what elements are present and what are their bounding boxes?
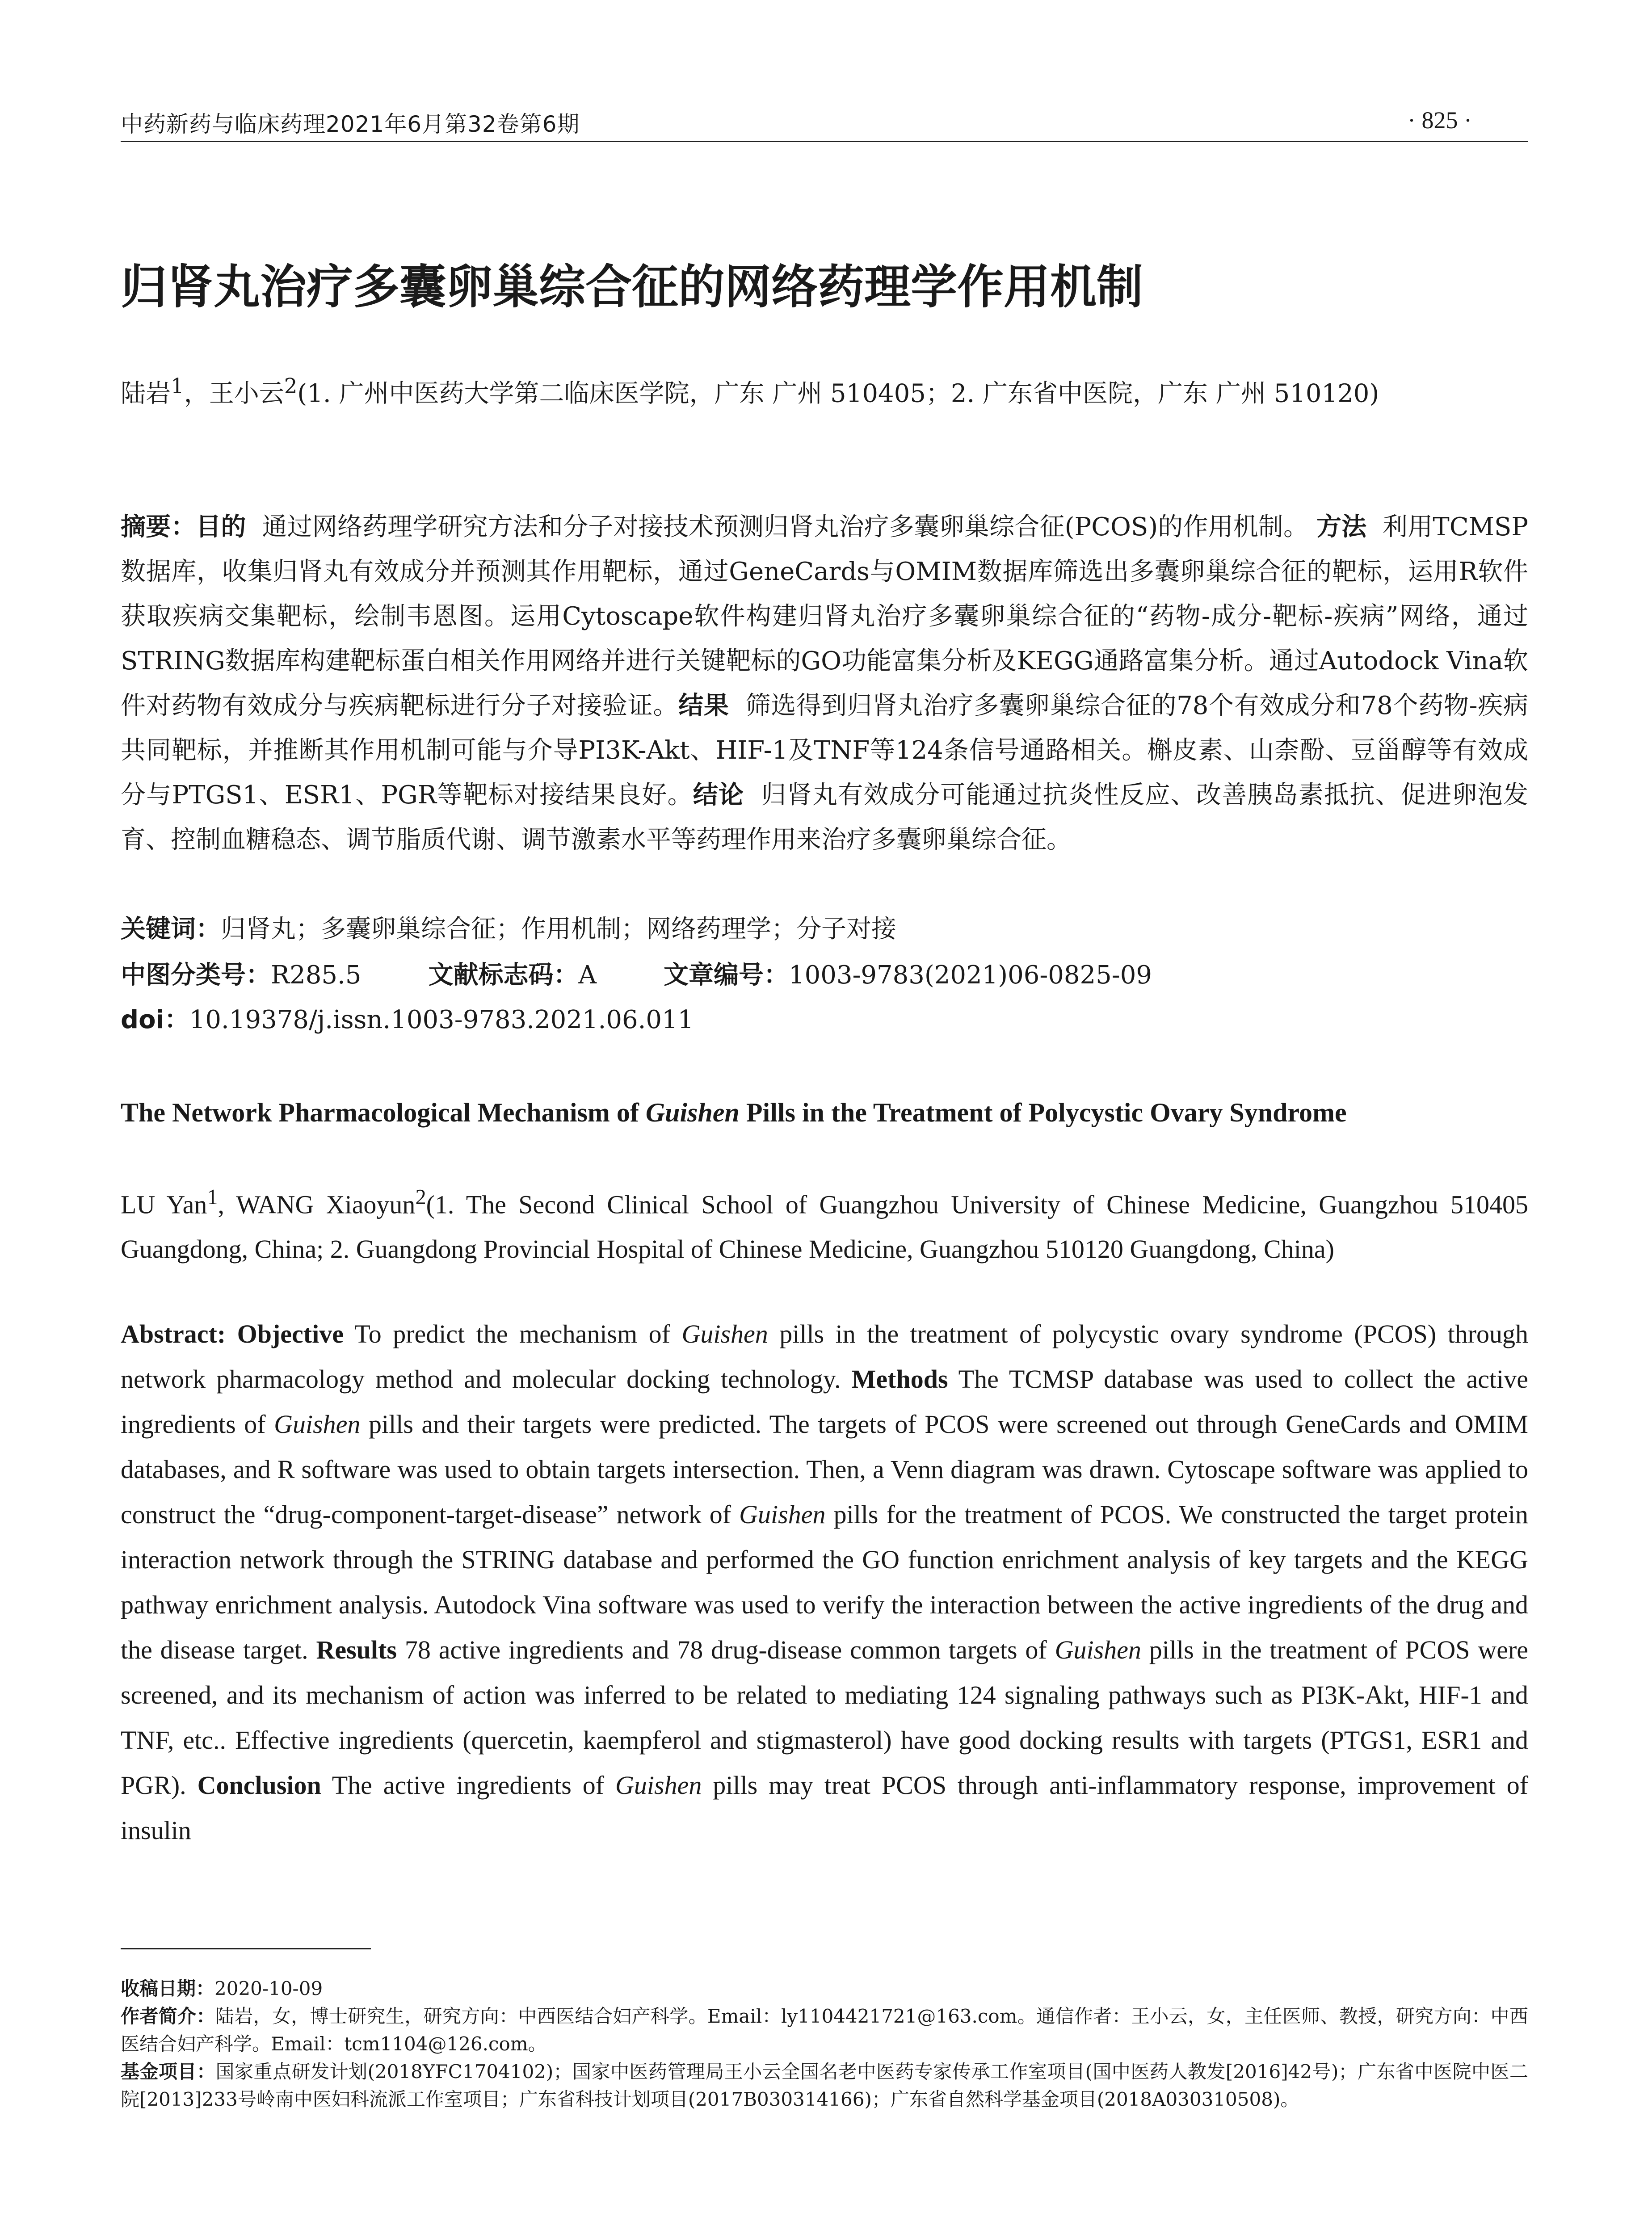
- doc-code-label: 文献标志码：: [428, 961, 579, 990]
- article-no-label: 文章编号：: [663, 961, 789, 990]
- funding-label: 基金项目：: [121, 2061, 216, 2083]
- doi-line: [121, 998, 1528, 1042]
- running-header-journal: 中药新药与临床药理2021年6月第32卷第6期: [121, 111, 580, 137]
- clc-value: R285.5: [271, 961, 362, 990]
- footnote-rule: [121, 1948, 371, 1949]
- objective-label-en: Objective: [237, 1319, 344, 1348]
- keywords-text: 归肾丸；多囊卵巢综合征；作用机制；网络药理学；分子对接: [221, 915, 896, 944]
- classification-line: [121, 953, 1528, 998]
- footnote-author: [121, 2003, 1528, 2058]
- objective-label-cn: 目的: [196, 512, 246, 542]
- author-2-sup: 2: [284, 374, 298, 399]
- methods-en-2: pills and their targets were predicted. The targets of PCOS were screened out through GeneCards and OMIM databases, and R software was used to obtain targets intersection. Then, a Venn diagram was drawn. Cytoscape software was applied to construct the “drug-component-target-disease” network of: [121, 1410, 1528, 1529]
- abstract-cn: [121, 505, 1528, 862]
- guishen-italic-1: Guishen: [681, 1319, 768, 1348]
- author-2-en: WANG Xiaoyun: [236, 1190, 416, 1219]
- title-en-part1: The Network Pharmacological Mechanism of: [121, 1098, 646, 1127]
- conclusion-text-cn: 归肾丸有效成分可能通过抗炎性反应、改善胰岛素抵抗、促进卵泡发育、控制血糖稳态、调节脂质代谢、调节激素水平等药理作用来治疗多囊卵巢综合征。: [121, 781, 1529, 854]
- title-en-italic: Guishen: [645, 1098, 740, 1127]
- footnote-received: [121, 1975, 1528, 2003]
- doi-value: 10.19378/j.issn.1003-9783.2021.06.011: [189, 1005, 694, 1034]
- abstract-en: [121, 1311, 1528, 1853]
- author-1-en-sup: 1: [207, 1185, 218, 1209]
- footnote-funding: [121, 2058, 1528, 2113]
- author-2-en-sup: 2: [415, 1185, 426, 1209]
- results-en-1: 78 active ingredients and 78 drug-disease common targets of: [404, 1635, 1055, 1664]
- clc-label: 中图分类号：: [121, 961, 271, 990]
- funding-text: 国家重点研发计划(2018YFC1704102)；国家中医药管理局王小云全国名老中医药专家传承工作室项目(国中医药人教发[2016]42号)；广东省中医院中医二院[2013]233号岭南中医妇科流派工作室项目；广东省科技计划项目(2017B030314166)；广东省自然科学基金项目(2018A030310508)。: [121, 2061, 1528, 2110]
- article-title-cn: 归肾丸治疗多囊卵巢综合征的网络药理学作用机制: [121, 260, 1143, 314]
- methods-label-en: Methods: [851, 1365, 948, 1394]
- conclusion-label-cn: 结论: [693, 781, 744, 810]
- author-sep: ，: [184, 379, 209, 408]
- author-1-en: LU Yan: [121, 1190, 207, 1219]
- doc-code-value: A: [578, 961, 597, 990]
- article-title-en: [121, 1090, 1528, 1135]
- author-1-cn: 陆岩: [121, 379, 171, 408]
- author-1-sup: 1: [171, 374, 184, 399]
- methods-label-cn: 方法: [1316, 512, 1367, 542]
- article-no-value: 1003-9783(2021)06-0825-09: [788, 961, 1152, 990]
- abstract-label-cn: 摘要：: [121, 512, 196, 542]
- title-en-part2: Pills in the Treatment of Polycystic Ovary Syndrome: [739, 1098, 1347, 1127]
- results-en-2: pills in the treatment of PCOS were screened, and its mechanism of action was inferred to be related to mediating 124 signaling pathways such as PI3K-Akt, HIF-1 and TNF, etc.. Effective ingredients (quercetin, kaempferol and stigmasterol) have good docking results with targets (PTGS1, ESR1 and PGR).: [121, 1635, 1529, 1800]
- guishen-italic-4: Guishen: [1055, 1635, 1141, 1664]
- results-label-cn: 结果: [678, 691, 729, 720]
- results-label-en: Results: [316, 1635, 397, 1664]
- conclusion-en-1: The active ingredients of: [332, 1771, 616, 1800]
- authors-en: LU Yan$^1$, WANG Xiaoyun$^2$(1. The Second Clinical School of Guangzhou University of Chinese Medicine, Guangzhou 510405 Guangdong, China; 2. Guangdong Provincial Hospital of Chinese Medicine, Guangzhou 510120 Guangdong, China): [121, 1185, 1529, 1264]
- author-2-cn: 王小云: [209, 379, 284, 408]
- authors-cn: [121, 364, 1528, 416]
- header-rule: [121, 141, 1528, 142]
- methods-en-3: pills for the treatment of PCOS. We constructed the target protein interaction network through the STRING database and performed the GO function enrichment analysis of key targets and the KEGG pathway enrichment analysis. Autodock Vina software was used to verify the interaction between the active ingredients of the drug and the disease target.: [121, 1500, 1528, 1664]
- conclusion-en-2: pills may treat PCOS through anti-inflammatory response, improvement of insulin: [121, 1771, 1529, 1845]
- doi-label: doi：: [121, 1005, 189, 1034]
- results-text-cn: 筛选得到归肾丸治疗多囊卵巢综合征的78个有效成分和78个药物-疾病共同靶标，并推断其作用机制可能与介导PI3K-Akt、HIF-1及TNF等124条信号通路相关。槲皮素、山柰酚、豆甾醇等有效成分与PTGS1、ESR1、PGR等靶标对接结果良好。: [121, 691, 1529, 810]
- guishen-italic-5: Guishen: [615, 1771, 702, 1800]
- methods-en-1: The TCMSP database was used to collect the active ingredients of: [121, 1365, 1529, 1439]
- page-number: · 825 ·: [1408, 107, 1472, 134]
- affiliation-cn: (1. 广州中医药大学第二临床医学院，广东 广州 510405；2. 广东省中医院，广东 广州 510120): [297, 379, 1379, 408]
- methods-text-cn: 利用TCMSP数据库，收集归肾丸有效成分并预测其作用靶标，通过GeneCards与OMIM数据库筛选出多囊卵巢综合征的靶标，运用R软件获取疾病交集靶标，绘制韦恩图。运用Cytoscape软件构建归肾丸治疗多囊卵巢综合征的“药物-成分-靶标-疾病”网络，通过STRING数据库构建靶标蛋白相关作用网络并进行关键靶标的GO功能富集分析及KEGG通路富集分析。通过Autodock Vina软件对药物有效成分与疾病靶标进行分子对接验证。: [121, 512, 1529, 720]
- objective-en-1: To predict the mechanism of: [354, 1319, 682, 1348]
- author-bio-text: 陆岩，女，博士研究生，研究方向：中西医结合妇产科学。Email：ly1104421721@163.com。通信作者：王小云，女，主任医师、教授，研究方向：中西医结合妇产科学。Email：tcm1104@126.com。: [121, 2005, 1528, 2055]
- guishen-italic-3: Guishen: [739, 1500, 826, 1529]
- guishen-italic-2: Guishen: [274, 1410, 361, 1439]
- author-bio-label: 作者简介：: [121, 2005, 215, 2027]
- keywords-label: 关键词：: [121, 915, 221, 944]
- received-label: 收稿日期：: [121, 1978, 215, 1999]
- conclusion-label-en: Conclusion: [197, 1771, 321, 1800]
- received-date: 2020-10-09: [214, 1978, 323, 1999]
- objective-en-2: pills in the treatment of polycystic ovary syndrome (PCOS) through network pharmacology method and molecular docking technology.: [121, 1319, 1528, 1394]
- affiliation-en: (1. The Second Clinical School of Guangzhou University of Chinese Medicine, Guangzhou 510405 Guangdong, China; 2. Guangdong Provincial Hospital of Chinese Medicine, Guangzhou 510120 Guangdong, China): [121, 1190, 1529, 1264]
- keywords: [121, 907, 1528, 952]
- objective-text-cn: 通过网络药理学研究方法和分子对接技术预测归肾丸治疗多囊卵巢综合征(PCOS)的作用机制。: [262, 512, 1309, 542]
- abstract-label-en: Abstract:: [121, 1319, 226, 1348]
